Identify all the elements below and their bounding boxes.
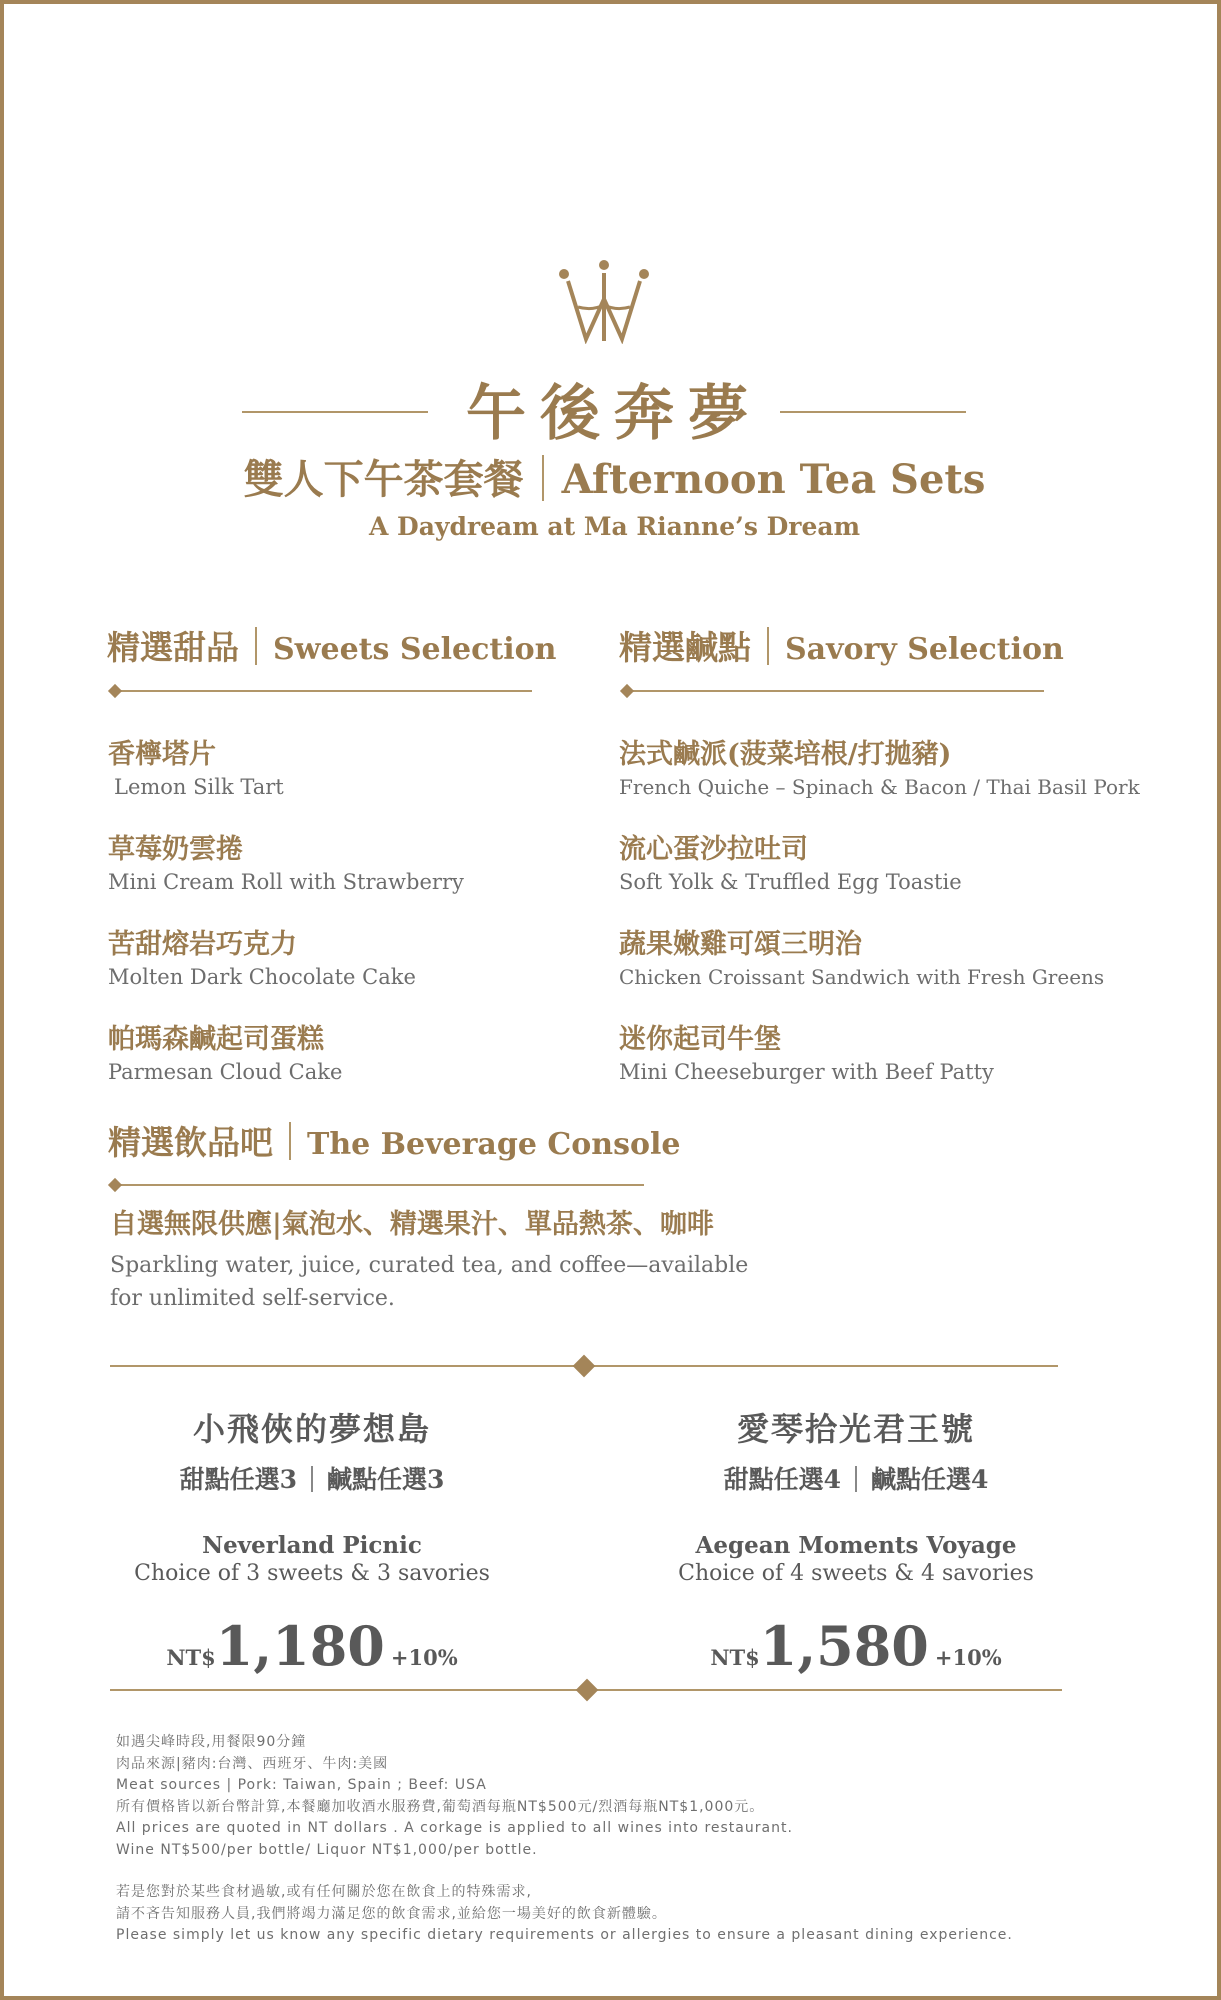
item-name-en: Soft Yolk & Truffled Egg Toastie <box>619 870 962 894</box>
divider <box>542 455 544 501</box>
note-line: Wine NT$500/per bottle/ Liquor NT$1,000/per bottle. <box>116 1841 538 1858</box>
item-name-cn: 流心蛋沙拉吐司 <box>619 834 808 865</box>
sweets-item <box>108 827 464 894</box>
set-desc-en: Choice of 3 sweets & 3 savories <box>134 1561 490 1586</box>
item-name-en: French Quiche – Spinach & Bacon / Thai Basil Pork <box>619 775 1140 799</box>
diamond-icon <box>576 1679 599 1702</box>
beverage-desc-en: Sparkling water, juice, curated tea, and coffee—available for unlimited self-service. <box>110 1253 749 1311</box>
item-name-cn: 迷你起司牛堡 <box>619 1024 781 1055</box>
divider <box>767 627 769 665</box>
item-name-cn: 草莓奶雲捲 <box>108 834 243 865</box>
price-currency: NT$ <box>710 1645 760 1670</box>
notes-block-b <box>116 1882 1013 1947</box>
beverage-rule <box>112 1184 644 1186</box>
savory-title-cn: 精選鹹點 <box>619 628 751 667</box>
item-name-cn: 帕瑪森鹹起司蛋糕 <box>108 1024 324 1055</box>
item-name-cn: 法式鹹派(菠菜培根/打拋豬) <box>619 739 952 770</box>
item-name-cn: 蔬果嫩雞可頌三明治 <box>619 929 862 960</box>
item-name-en: Molten Dark Chocolate Cake <box>108 965 416 989</box>
diamond-icon <box>108 684 122 698</box>
notes-block-a <box>116 1732 793 1861</box>
choice-sweets: 甜點任選3 <box>179 1465 297 1494</box>
savory-rule <box>624 690 1044 692</box>
sweets-rule <box>112 690 532 692</box>
savory-item <box>619 827 962 894</box>
note-line: 如遇尖峰時段,用餐限90分鐘 <box>116 1734 307 1750</box>
savory-item <box>619 732 1140 799</box>
set-choice <box>112 1460 512 1496</box>
beverage-heading <box>108 1117 680 1164</box>
page-title: 午後奔夢 <box>466 379 762 449</box>
diamond-icon <box>108 1178 122 1192</box>
price-tax: +10% <box>934 1645 1002 1670</box>
sweets-item <box>108 1017 342 1084</box>
price-tax: +10% <box>390 1645 458 1670</box>
item-name-en: Lemon Silk Tart <box>114 775 284 799</box>
item-name-en: Chicken Croissant Sandwich with Fresh Greens <box>619 965 1105 989</box>
title-rule-right <box>780 411 966 413</box>
set-card <box>112 1404 512 1678</box>
note-line: 所有價格皆以新台幣計算,本餐廳加收酒水服務費,葡萄酒每瓶NT$500元/烈酒每瓶NT$1,000元。 <box>116 1798 765 1815</box>
tagline: A Daydream at Ma Rianne’s Dream <box>368 512 861 541</box>
price-amount: 1,180 <box>215 1614 385 1678</box>
sweets-heading <box>107 622 556 669</box>
sweets-title-cn: 精選甜品 <box>107 628 239 667</box>
beverage-title-en: The Beverage Console <box>307 1127 681 1162</box>
set-card <box>656 1404 1056 1678</box>
divider <box>255 627 257 665</box>
note-line: 肉品來源|豬肉:台灣、西班牙、牛肉:美國 <box>116 1755 389 1772</box>
beverage-desc-cn: 自選無限供應|氣泡水、精選果汁、單品熱茶、咖啡 <box>110 1209 714 1240</box>
set-desc-en: Choice of 4 sweets & 4 savories <box>678 1561 1034 1586</box>
note-line: Please simply let us know any specific dietary requirements or allergies to ensure a pleasant dining experience. <box>116 1927 1013 1943</box>
beverage-title-cn: 精選飲品吧 <box>108 1123 273 1162</box>
item-name-cn: 香檸塔片 <box>108 739 216 770</box>
set-name-en: Aegean Moments Voyage <box>695 1532 1017 1559</box>
choice-sweets: 甜點任選4 <box>723 1465 841 1494</box>
note-line: Meat sources | Pork: Taiwan, Spain ; Beef: USA <box>116 1777 487 1793</box>
item-name-cn: 苦甜熔岩巧克力 <box>108 929 297 960</box>
item-name-en: Mini Cream Roll with Strawberry <box>108 870 464 894</box>
divider <box>855 1466 857 1492</box>
set-price <box>112 1614 512 1678</box>
sweets-title-en: Sweets Selection <box>273 632 557 667</box>
item-name-en: Parmesan Cloud Cake <box>108 1060 343 1084</box>
divider <box>289 1122 291 1160</box>
savory-item <box>619 922 1104 989</box>
page-subtitle <box>104 448 1125 505</box>
subtitle-cn: 雙人下午茶套餐 <box>243 456 524 503</box>
savory-item <box>619 1017 994 1084</box>
set-name-en: Neverland Picnic <box>202 1532 422 1559</box>
subtitle-en: Afternoon Tea Sets <box>561 456 986 503</box>
set-name-cn: 愛琴拾光君王號 <box>736 1410 975 1448</box>
set-price <box>656 1614 1056 1678</box>
price-amount: 1,580 <box>759 1614 929 1678</box>
title-rule-left <box>242 411 428 413</box>
choice-savory: 鹹點任選3 <box>327 1465 445 1494</box>
divider <box>311 1466 313 1492</box>
diamond-icon <box>620 684 634 698</box>
savory-heading <box>619 622 1064 669</box>
savory-title-en: Savory Selection <box>785 632 1064 667</box>
sweets-item <box>108 922 416 989</box>
note-line: All prices are quoted in NT dollars . A corkage is applied to all wines into restaurant. <box>116 1820 793 1836</box>
choice-savory: 鹹點任選4 <box>871 1465 989 1494</box>
sweets-item <box>108 732 284 799</box>
diamond-icon <box>573 1355 596 1378</box>
price-currency: NT$ <box>166 1645 216 1670</box>
set-name-cn: 小飛俠的夢想島 <box>192 1410 431 1448</box>
note-line: 請不吝告知服務人員,我們將竭力滿足您的飲食需求,並給您一場美好的飲食新體驗。 <box>116 1905 667 1922</box>
crown-icon <box>554 259 654 344</box>
note-line: 若是您對於某些食材過敏,或有任何關於您在飲食上的特殊需求, <box>116 1884 532 1900</box>
set-choice <box>656 1460 1056 1496</box>
item-name-en: Mini Cheeseburger with Beef Patty <box>619 1060 994 1084</box>
